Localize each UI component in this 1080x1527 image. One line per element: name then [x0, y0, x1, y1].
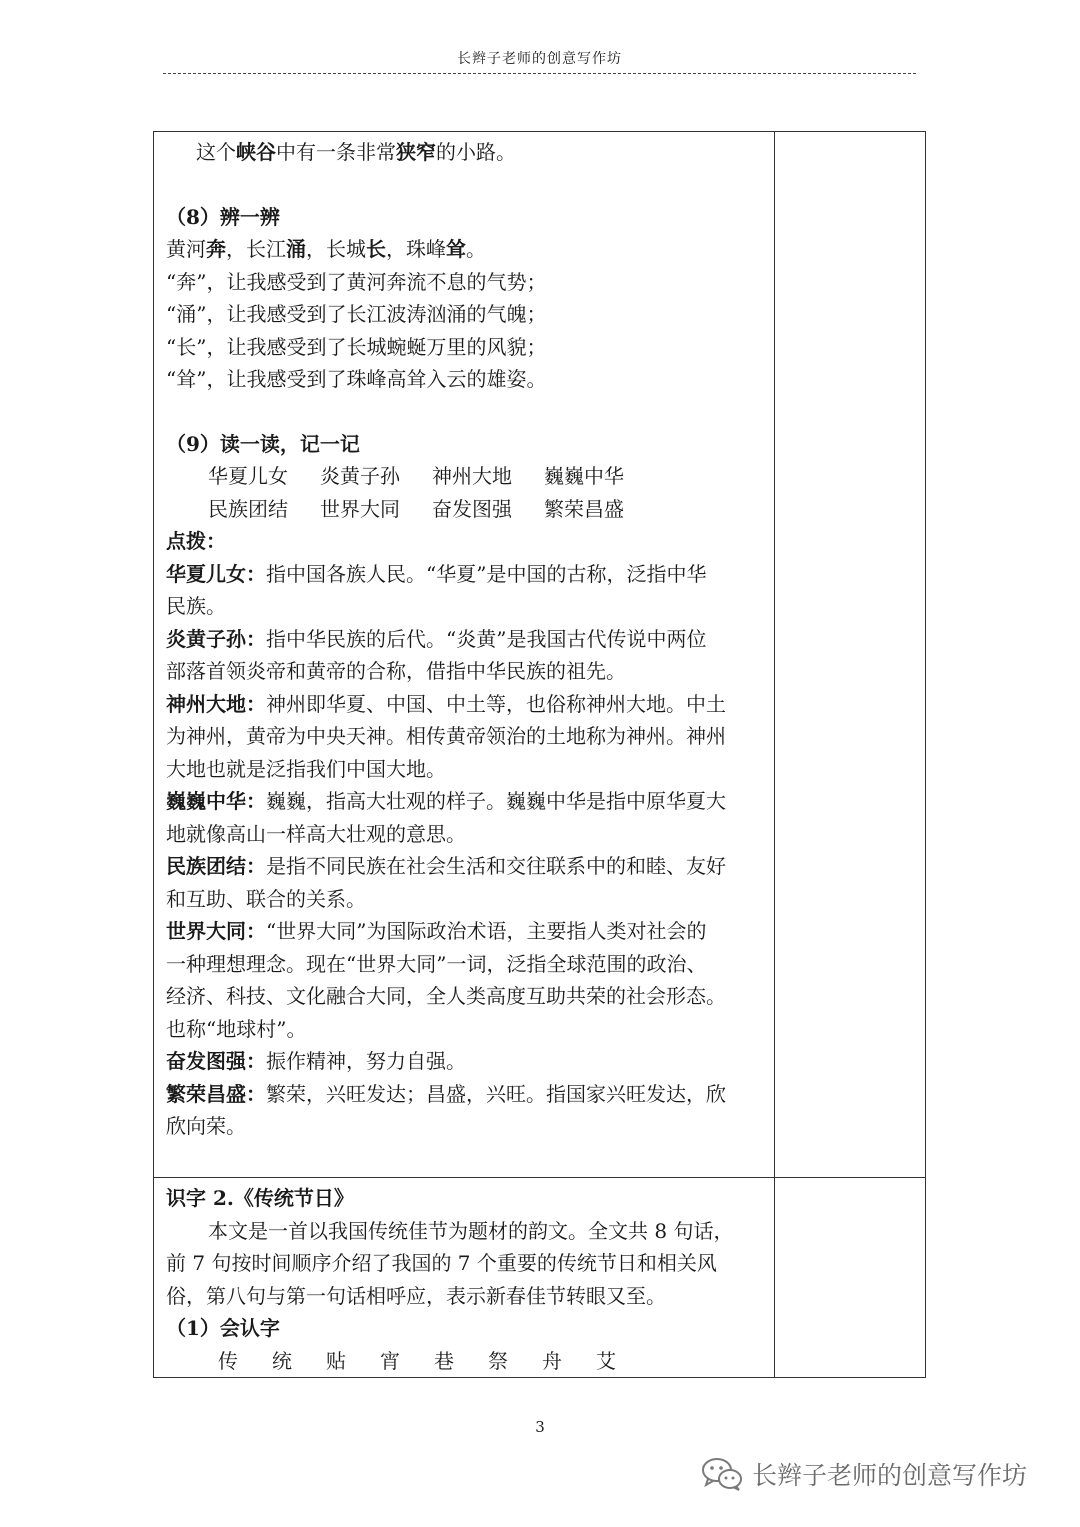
- char-item: 宵: [380, 1348, 400, 1373]
- lesson-title: 识字 2.《传统节日》: [166, 1186, 354, 1210]
- char-item: 贴: [326, 1348, 346, 1373]
- word-item: 炎黄子孙: [320, 464, 400, 488]
- intro-line: 前 7 句按时间顺序介绍了我国的 7 个重要的传统节日和相关风: [166, 1251, 717, 1275]
- char-item: 统: [272, 1348, 292, 1373]
- tip-entry: 繁荣昌盛：繁荣，兴旺发达；昌盛，兴旺。指国家兴旺发达，欣: [166, 1081, 726, 1106]
- intro-line: 本文是一首以我国传统佳节为题材的韵文。全文共 8 句话，: [208, 1218, 734, 1243]
- content-cell-1: [154, 132, 775, 1178]
- recognize-heading: （1）会认字: [166, 1316, 280, 1340]
- tip-entry: 华夏儿女：指中国各族人民。“华夏”是中国的古称，泛指中华: [166, 561, 707, 586]
- tip-continuation: 为神州，黄帝为中央天神。相传黄帝领治的土地称为神州。神州: [166, 724, 726, 748]
- tip-entry: 神州大地：神州即华夏、中国、中土等，也俗称神州大地。中土: [166, 691, 726, 716]
- tip-entry: 炎黄子孙：指中华民族的后代。“炎黄”是我国古代传说中两位: [166, 626, 707, 651]
- tip-continuation: 欣向荣。: [166, 1114, 246, 1138]
- char-row: [166, 1345, 762, 1378]
- tip-continuation: 一种理想理念。现在“世界大同”一词，泛指全球范围的政治、: [166, 951, 707, 976]
- section-8-explain-3: “长”，让我感受到了长城蜿蜒万里的风貌；: [166, 334, 547, 359]
- tip-continuation: 经济、科技、文化融合大同，全人类高度互助共荣的社会形态。: [166, 984, 726, 1008]
- char-item: 舟: [542, 1348, 562, 1373]
- char-item: 艾: [596, 1348, 616, 1373]
- tip-entry: 巍巍中华：巍巍，指高大壮观的样子。巍巍中华是指中原华夏大: [166, 789, 726, 813]
- content-cell-2: [154, 1178, 775, 1378]
- header-divider: [163, 73, 916, 74]
- page-header: 长辫子老师的创意写作坊: [457, 51, 622, 67]
- word-row-1: [166, 460, 762, 493]
- example-sentence: 这个峡谷中有一条非常狭窄的小路。: [196, 140, 516, 164]
- page-number: 3: [535, 1418, 545, 1436]
- char-item: 传: [218, 1348, 238, 1373]
- section-8-explain-4: “耸”，让我感受到了珠峰高耸入云的雄姿。: [166, 367, 547, 391]
- tip-continuation: 地就像高山一样高大壮观的意思。: [166, 821, 466, 846]
- tip-continuation: 大地也就是泛指我们中国大地。: [166, 756, 446, 781]
- tip-entry: 民族团结：是指不同民族在社会生活和交往联系中的和睦、友好: [166, 854, 726, 878]
- tip-continuation: 部落首领炎帝和黄帝的合称，借指中华民族的祖先。: [166, 659, 626, 683]
- tip-entry: 世界大同：“世界大同”为国际政治术语，主要指人类对社会的: [166, 919, 707, 943]
- section-8-line: 黄河奔，长江涌，长城长，珠峰耸。: [166, 237, 486, 261]
- section-9-heading: （9）读一读，记一记: [166, 431, 360, 456]
- watermark: [700, 1456, 1027, 1492]
- word-row-2: [166, 493, 762, 526]
- notes-cell-1: [775, 132, 926, 1178]
- char-item: 祭: [488, 1348, 508, 1373]
- word-item: 世界大同: [320, 496, 400, 521]
- word-item: 民族团结: [208, 496, 288, 521]
- tip-continuation: 民族。: [166, 594, 226, 618]
- section-8-heading: （8）辨一辨: [166, 204, 280, 229]
- intro-line: 俗，第八句与第一句话相呼应，表示新春佳节转眼又至。: [166, 1283, 666, 1308]
- tip-entry: 奋发图强：振作精神，努力自强。: [166, 1049, 466, 1073]
- section-8-explain-1: “奔”，让我感受到了黄河奔流不息的气势；: [166, 269, 547, 294]
- watermark-text: 长辫子老师的创意写作坊: [752, 1461, 1028, 1490]
- tip-continuation: 也称“地球村”。: [166, 1016, 307, 1041]
- word-item: 神州大地: [432, 464, 512, 488]
- section-8-explain-2: “涌”，让我感受到了长江波涛汹涌的气魄；: [166, 302, 547, 326]
- wechat-icon: [700, 1456, 744, 1492]
- word-item: 华夏儿女: [208, 464, 288, 488]
- word-item: 繁荣昌盛: [544, 496, 624, 521]
- tip-label: 点拨：: [166, 529, 226, 553]
- notes-cell-2: [775, 1178, 926, 1378]
- char-item: 巷: [434, 1348, 454, 1373]
- lesson-table: [153, 131, 926, 1378]
- word-item: 奋发图强: [432, 496, 512, 521]
- word-item: 巍巍中华: [544, 464, 624, 488]
- tip-continuation: 和互助、联合的关系。: [166, 886, 366, 911]
